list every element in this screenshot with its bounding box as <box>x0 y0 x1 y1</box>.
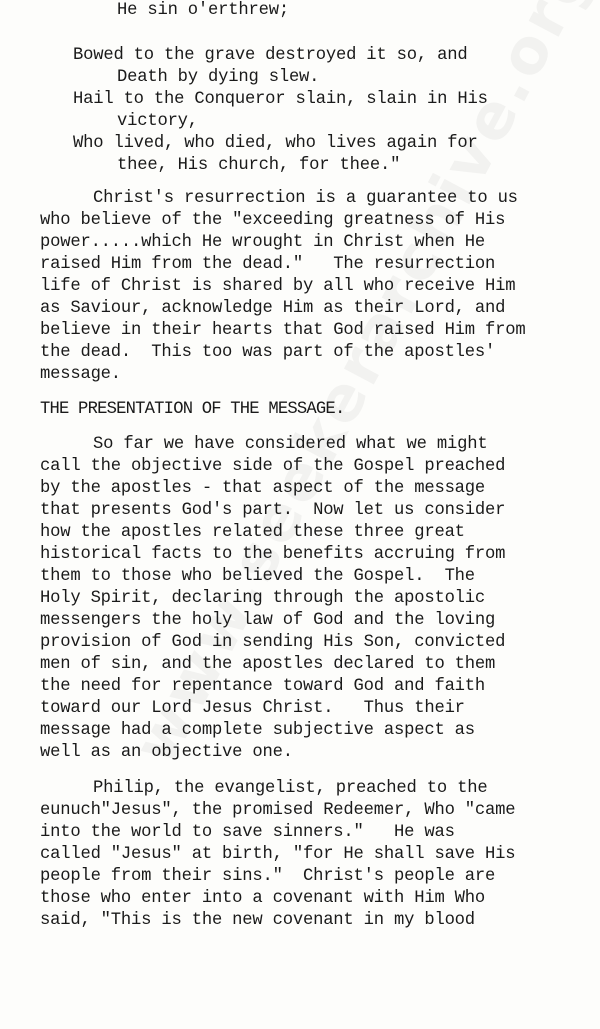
paragraph-line: message had a complete subjective aspect as <box>40 721 475 740</box>
paragraph-line: how the apostles related these three great <box>40 523 465 542</box>
poem-line: Death by dying slew. <box>117 68 320 87</box>
paragraph-line: that presents God's part. Now let us consider <box>40 501 506 520</box>
paragraph-line: who believe of the "exceeding greatness of His <box>40 211 506 230</box>
paragraph-line: So far we have considered what we might <box>93 435 488 454</box>
poem-line: thee, His church, for thee." <box>117 156 401 175</box>
paragraph-line: by the apostles - that aspect of the message <box>40 479 486 498</box>
poem-line: victory, <box>117 112 198 131</box>
paragraph-line: call the objective side of the Gospel preached <box>40 457 506 476</box>
paragraph-line: as Saviour, acknowledge Him as their Lord, and <box>40 299 506 318</box>
paragraph-line: the dead. This too was part of the apostles' <box>40 343 496 362</box>
paragraph-line: Christ's resurrection is a guarantee to us <box>93 189 518 208</box>
paragraph-line: historical facts to the benefits accruing from <box>40 545 506 564</box>
paragraph-line: power.....which He wrought in Christ when He <box>40 233 486 252</box>
paragraph-line: said, "This is the new covenant in my blood <box>40 911 475 930</box>
poem-line: Bowed to the grave destroyed it so, and <box>73 46 468 65</box>
poem-line: Hail to the Conqueror slain, slain in His <box>73 90 488 109</box>
poem-line: He sin o'erthrew; <box>117 1 289 20</box>
paragraph-line: provision of God in sending His Son, convicted <box>40 633 506 652</box>
paragraph-line: life of Christ is shared by all who receive Him <box>40 277 516 296</box>
paragraph-line: messengers the holy law of God and the loving <box>40 611 496 630</box>
poem-line: Who lived, who died, who lives again for <box>73 134 478 153</box>
paragraph-line: into the world to save sinners." He was <box>40 823 455 842</box>
paragraph-line: message. <box>40 365 121 384</box>
paragraph-line: believe in their hearts that God raised Him from <box>40 321 526 340</box>
paragraph-line: men of sin, and the apostles declared to them <box>40 655 496 674</box>
paragraph-line: those who enter into a covenant with Him Who <box>40 889 486 908</box>
paragraph-line: the need for repentance toward God and faith <box>40 677 486 696</box>
section-heading: THE PRESENTATION OF THE MESSAGE. <box>40 400 345 419</box>
paragraph-line: them to those who believed the Gospel. The <box>40 567 475 586</box>
paragraph-line: well as an objective one. <box>40 743 293 762</box>
paragraph-line: raised Him from the dead." The resurrection <box>40 255 496 274</box>
paragraph-line: Philip, the evangelist, preached to the <box>93 779 488 798</box>
paragraph-line: called "Jesus" at birth, "for He shall save His <box>40 845 516 864</box>
paragraph-line: Holy Spirit, declaring through the apostolic <box>40 589 486 608</box>
paragraph-line: eunuch"Jesus", the promised Redeemer, Who "came <box>40 801 516 820</box>
paragraph-line: people from their sins." Christ's people are <box>40 867 496 886</box>
paragraph-line: toward our Lord Jesus Christ. Thus their <box>40 699 465 718</box>
